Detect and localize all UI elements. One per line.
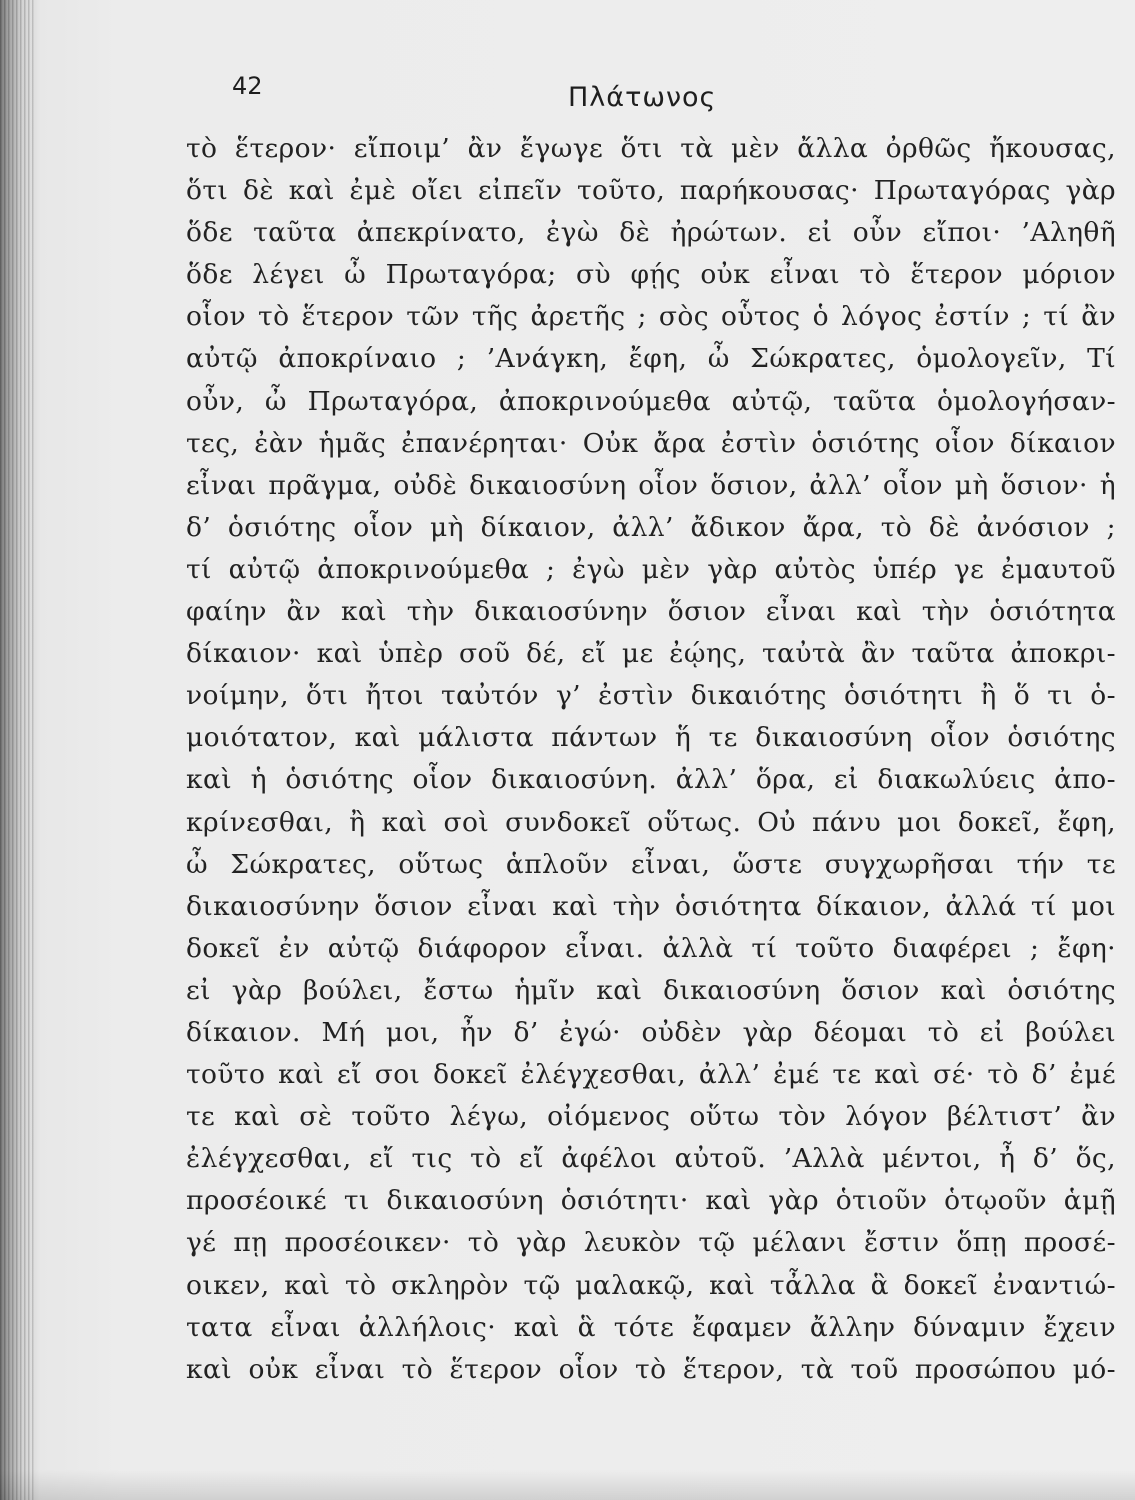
text-line: προσέοικέ τι δικαιοσύνη ὁσιότητι· καὶ γὰρ ὁτιοῦν ὁτῳοῦν ἁμῇ <box>186 1185 1116 1217</box>
text-line: τε καὶ σὲ τοῦτο λέγω, οἰόμενος οὕτω τὸν λόγον βέλτιστ’ ἂν <box>186 1101 1116 1133</box>
text-line: καὶ ἡ ὁσιότης οἷον δικαιοσύνη. ἀλλ’ ὅρα, εἰ διακωλύεις ἀπο- <box>186 764 1116 796</box>
text-line: δοκεῖ ἐν αὐτῷ διάφορον εἶναι. ἀλλὰ τί τοῦτο διαφέρει ; ἔφη· <box>186 932 1116 964</box>
text-line: ὦ Σώκρατες, οὕτως ἁπλοῦν εἶναι, ὥστε συγχωρῆσαι τήν τε <box>186 848 1116 880</box>
text-line: δίκαιον· καὶ ὑπὲρ σοῦ δέ, εἴ με ἐῴης, ταὐτὰ ἂν ταῦτα ἀποκρι- <box>186 638 1116 670</box>
text-line: καὶ οὐκ εἶναι τὸ ἕτερον οἷον τὸ ἕτερον, τὰ τοῦ προσώπου μό- <box>186 1353 1116 1385</box>
body-text <box>186 128 1116 1391</box>
text-line: κρίνεσθαι, ἢ καὶ σοὶ συνδοκεῖ οὕτως. Οὐ πάνυ μοι δοκεῖ, ἔφη, <box>186 806 1116 838</box>
text-line: μοιότατον, καὶ μάλιστα πάντων ἥ τε δικαιοσύνη οἷον ὁσιότης <box>186 722 1116 754</box>
text-line: εἶναι πρᾶγμα, οὐδὲ δικαιοσύνη οἷον ὅσιον, ἀλλ’ οἷον μὴ ὅσιον· ἡ <box>186 469 1116 501</box>
text-line: οἷον τὸ ἕτερον τῶν τῆς ἀρετῆς ; σὸς οὗτος ὁ λόγος ἐστίν ; τί ἂν <box>186 301 1116 333</box>
text-line: δικαιοσύνην ὅσιον εἶναι καὶ τὴν ὁσιότητα δίκαιον, ἀλλά τί μοι <box>186 890 1116 922</box>
text-line: ὅτι δὲ καὶ ἐμὲ οἴει εἰπεῖν τοῦτο, παρήκουσας· Πρωταγόρας γὰρ <box>186 175 1116 207</box>
text-line: τατα εἶναι ἀλλήλοις· καὶ ἃ τότε ἔφαμεν ἄλλην δύναμιν ἔχειν <box>186 1311 1116 1343</box>
text-line: γέ πῃ προσέοικεν· τὸ γὰρ λευκὸν τῷ μέλανι ἔστιν ὅπῃ προσέ- <box>186 1227 1116 1259</box>
text-line: δ’ ὁσιότης οἷον μὴ δίκαιον, ἀλλ’ ἄδικον ἄρα, τὸ δὲ ἀνόσιον ; <box>186 511 1116 543</box>
text-line: αὐτῷ ἀποκρίναιο ; ’Ανάγκη, ἔφη, ὦ Σώκρατες, ὁμολογεῖν, Τί <box>186 343 1116 375</box>
text-line: νοίμην, ὅτι ἤτοι ταὐτόν γ’ ἐστὶν δικαιότης ὁσιότητι ἢ ὅ τι ὁ- <box>186 680 1116 712</box>
binding-edge <box>0 0 34 1500</box>
text-line: φαίην ἂν καὶ τὴν δικαιοσύνην ὅσιον εἶναι καὶ τὴν ὁσιότητα <box>186 596 1116 628</box>
text-line: ἐλέγχεσθαι, εἴ τις τὸ εἴ ἀφέλοι αὐτοῦ. ’Αλλὰ μέντοι, ἦ δ’ ὅς, <box>186 1143 1116 1175</box>
text-line: τοῦτο καὶ εἴ σοι δοκεῖ ἐλέγχεσθαι, ἀλλ’ ἐμέ τε καὶ σέ· τὸ δ’ ἐμέ <box>186 1059 1116 1091</box>
page-number: 42 <box>232 72 263 100</box>
text-line: οικεν, καὶ τὸ σκληρὸν τῷ μαλακῷ, καὶ τἆλλα ἃ δοκεῖ ἐναντιώ- <box>186 1269 1116 1301</box>
text-line: τὸ ἕτερον· εἴποιμ’ ἂν ἔγωγε ὅτι τὰ μὲν ἄλλα ὀρθῶς ἤκουσας, <box>186 133 1116 164</box>
text-line: τί αὐτῷ ἀποκρινούμεθα ; ἐγὼ μὲν γὰρ αὐτὸς ὑπέρ γε ἐμαυτοῦ <box>186 553 1116 585</box>
text-line: οὖν, ὦ Πρωταγόρα, ἀποκρινούμεθα αὐτῷ, ταῦτα ὁμολογήσαν- <box>186 385 1116 417</box>
text-line: τες, ἐὰν ἡμᾶς ἐπανέρηται· Οὐκ ἄρα ἐστὶν ὁσιότης οἷον δίκαιον <box>186 427 1116 459</box>
text-line: εἰ γὰρ βούλει, ἔστω ἡμῖν καὶ δικαιοσύνη ὅσιον καὶ ὁσιότης <box>186 974 1116 1006</box>
text-line: ὅδε λέγει ὦ Πρωταγόρα; σὺ φῄς οὐκ εἶναι τὸ ἕτερον μόριον <box>186 259 1116 291</box>
page-bottom-shadow <box>0 1470 1135 1500</box>
text-line: δίκαιον. Μή μοι, ἦν δ’ ἐγώ· οὐδὲν γὰρ δέομαι τὸ εἰ βούλει <box>186 1016 1116 1048</box>
running-title: Πλάτωνος <box>568 82 717 113</box>
text-line: ὅδε ταῦτα ἀπεκρίνατο, ἐγὼ δὲ ἠρώτων. εἰ οὖν εἴποι· ’Αληθῆ <box>186 217 1116 249</box>
